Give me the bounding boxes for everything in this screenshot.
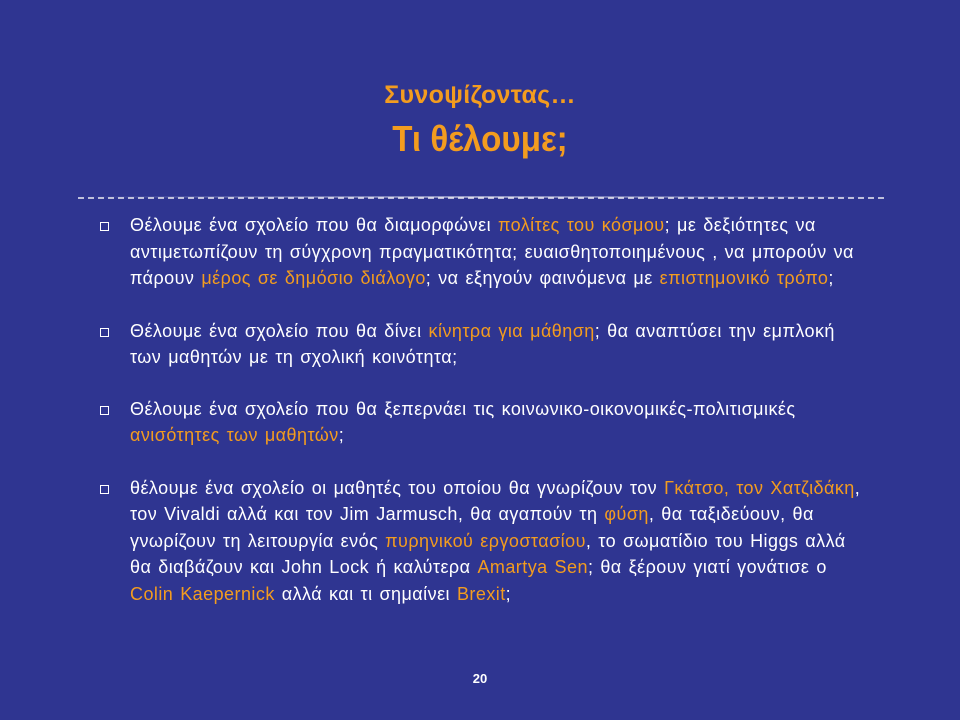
bullet-text-part: ; [828,268,834,288]
bullet-text-part: αλλά και τι σημαίνει [274,583,457,604]
page-number: 20 [472,671,488,686]
bullet-text-part: ; θα ξέρουν γιατί γονάτισε ο [587,557,827,577]
bullet-text-part: ; με δεξιότητες να αντιμετωπίζουν τη σύγχρονη πραγματικότητα; ευαισθητοποιημένους , να μπορούν να πάρουν [130,215,854,288]
highlight-text: επιστημονικό τρόπο [659,268,829,288]
bullet-text-part: , τον Vivaldi αλλά και τον Jim Jarmusch, θα αγαπούν τη [130,477,861,524]
highlight-text: κίνητρα για μάθηση [428,320,595,341]
bullet-text-part: Θέλουμε ένα σχολείο που θα ξεπερνάει τις κοινωνικο-οικονομικές-πολιτισμικές [130,398,796,419]
bullet-text-part: , το σωματίδιο του Higgs αλλά θα διαβάζουν και John Lock ή καλύτερα [130,530,846,577]
bullet-text-part: Θέλουμε ένα σχολείο που θα δίνει [130,320,429,341]
bullet-item [100,396,870,449]
bullet-text-part: ; να εξηγούν φαινόμενα με [425,268,660,288]
highlight-text: ανισότητες των μαθητών [130,425,339,445]
highlight-text: Amartya Sen [477,557,588,577]
highlight-text: μέρος σε δημόσιο διάλογο [201,268,426,288]
bullet-text-part: ; [338,425,345,445]
bullet-text-part: θέλουμε ένα σχολείο οι μαθητές του οποίου θα γνωρίζουν τον [130,477,665,498]
highlight-text: Brexit [456,583,506,604]
bullet-text [130,396,870,449]
highlight-text: Colin Kaepernick [130,583,275,604]
bullet-item [100,212,870,292]
highlight-text: πολίτες του κόσμου [498,215,665,235]
bullet-text-part: ; [505,583,512,604]
square-bullet-icon [100,485,109,494]
bullet-list [100,212,870,607]
bullet-text [130,475,870,608]
slide-subtitle: Συνοψίζοντας… [384,81,576,109]
square-bullet-icon [100,406,109,415]
slide-title: Τι θέλουμε; [392,118,568,159]
highlight-text: φύση [604,504,649,524]
bullet-text-part: , θα ταξιδεύουν, θα γνωρίζουν τη λειτουργία ενός [130,504,814,551]
highlight-text: Γκάτσο, τον Χατζιδάκη [664,477,855,498]
bullet-text-part: ; θα αναπτύσει την εμπλοκή των μαθητών με τη σχολική κοινότητα; [130,320,835,367]
square-bullet-icon [100,328,109,337]
title-divider-glint [78,196,884,198]
highlight-text: πυρηνικού εργοστασίου [385,530,586,551]
bullet-text [130,318,870,371]
title-area [0,78,960,162]
bullet-text [130,212,870,292]
bullet-item [100,318,870,371]
square-bullet-icon [100,222,109,231]
bullet-text-part: Θέλουμε ένα σχολείο που θα διαμορφώνει [130,215,498,235]
bullet-item [100,475,870,608]
